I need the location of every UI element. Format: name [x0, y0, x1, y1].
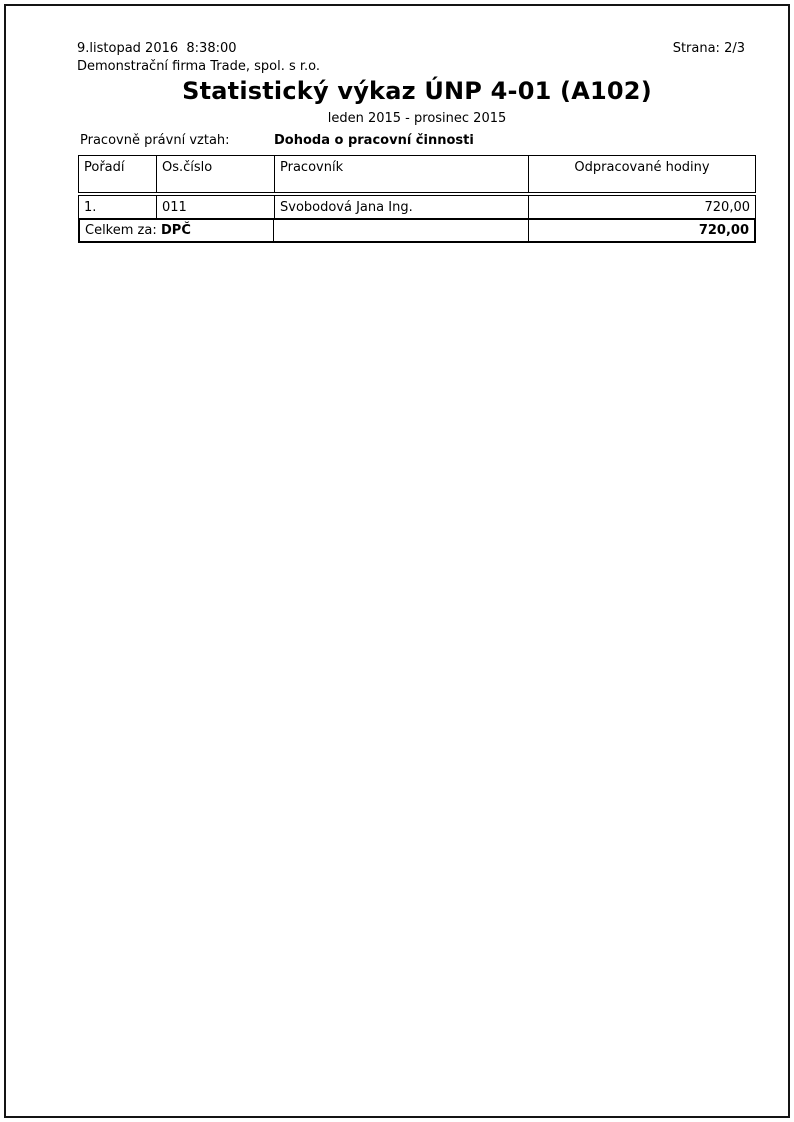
summary-group: DPČ [161, 223, 191, 238]
table-header-row [78, 155, 756, 193]
table-summary-row [78, 218, 756, 243]
relation-value: Dohoda o pracovní činnosti [274, 133, 474, 148]
report-period: leden 2015 - prosinec 2015 [327, 111, 507, 126]
page-number: Strana: 2/3 [672, 41, 745, 56]
summary-empty-cell [273, 220, 528, 241]
row-hodiny: 720,00 [528, 196, 755, 218]
column-header-hodiny: Odpracované hodiny [528, 156, 755, 192]
summary-total: 720,00 [528, 220, 754, 241]
row-pracovnik: Svobodová Jana Ing. [274, 196, 528, 218]
relation-label: Pracovně právní vztah: [80, 133, 230, 148]
summary-label: Celkem za: [85, 223, 157, 238]
column-header-poradi: Pořadí [84, 160, 125, 175]
summary-label-cell [80, 220, 273, 241]
report-title: Statistický výkaz ÚNP 4-01 (A102) [182, 77, 652, 105]
hours-table [78, 155, 756, 243]
report-datetime: 9.listopad 2016 8:38:00 [77, 41, 237, 56]
company-name: Demonstrační firma Trade, spol. s r.o. [77, 59, 321, 74]
row-poradi: 1. [84, 199, 97, 215]
table-row [78, 195, 756, 219]
row-os-cislo: 011 [156, 196, 274, 218]
column-header-os-cislo: Os.číslo [156, 156, 274, 192]
column-header-pracovnik: Pracovník [274, 156, 528, 192]
